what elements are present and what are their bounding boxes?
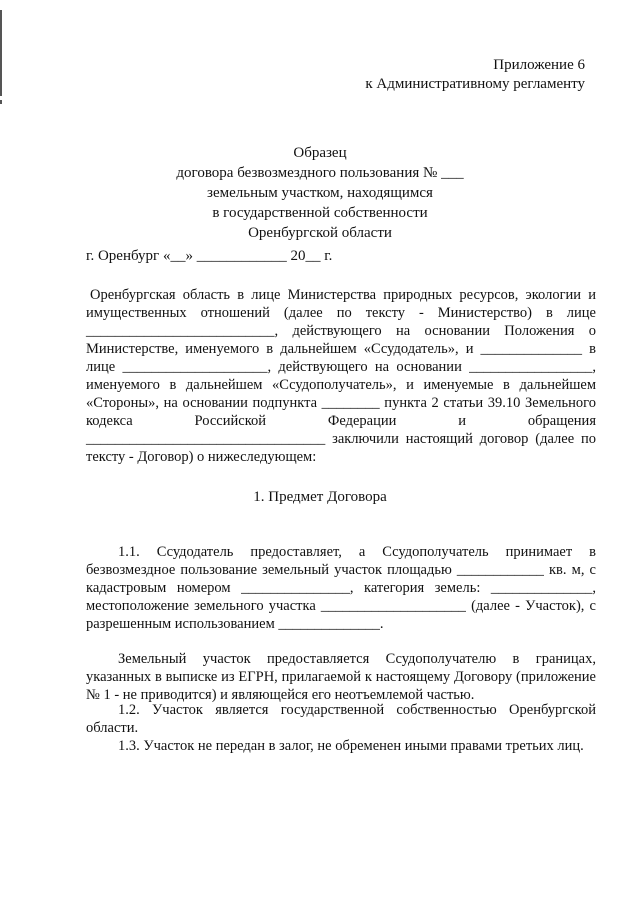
scan-edge-mark bbox=[0, 10, 2, 96]
appendix-header bbox=[365, 56, 585, 94]
title-line-2: договора безвозмездного пользования № ___ bbox=[176, 165, 464, 181]
document-title bbox=[0, 143, 640, 243]
title-line-3: земельным участком, находящимся bbox=[207, 185, 433, 201]
clause-1-1: 1.1. Ссудодатель предоставляет, а Ссудополучатель принимает в безвозмездное пользование земельный участок площадью ____________ кв. м, с кадастровым номером _______________, категория земель: ______________, местоположение земельного участка ____________________ (далее - Участок), с разрешенным использованием ______________. bbox=[86, 544, 596, 632]
title-line-4: в государственной собственности bbox=[212, 205, 428, 221]
place-date-line: г. Оренбург «__» ____________ 20__ г. bbox=[86, 248, 333, 264]
section-1-heading: 1. Предмет Договора bbox=[253, 489, 387, 505]
appendix-line-2: к Административному регламенту bbox=[365, 76, 585, 92]
clause-1-3: 1.3. Участок не передан в залог, не обременен иными правами третьих лиц. bbox=[118, 738, 584, 754]
preamble-paragraph: Оренбургская область в лице Министерства природных ресурсов, экологии и имущественных отношений (далее по тексту - Министерство) в лице __________________________, действующего на основании Положения о Министерстве, именуемого в дальнейшем «Ссудодатель», и ______________ в лице ____________________, действующего на основании _________________, именуемого в дальнейшем «Ссудополучатель», и именуемые в дальнейшем «Стороны», на основании подпункта ________ пункта 2 статьи 39.10 Земельного кодекса Российской Федерации и обращения _________________________________ заключили настоящий договор (далее по тексту - Договор) о нижеследующем: bbox=[86, 287, 596, 465]
title-line-5: Оренбургской области bbox=[248, 225, 392, 241]
title-line-1: Образец bbox=[293, 145, 347, 161]
clause-1-1-boundaries: Земельный участок предоставляется Ссудополучателю в границах, указанных в выписке из ЕГРН, прилагаемой к настоящему Договору (приложение № 1 - не приводится) и являющейся его неотъемлемой частью. bbox=[86, 651, 596, 703]
clause-1-2: 1.2. Участок является государственной собственностью Оренбургской области. bbox=[86, 702, 596, 736]
appendix-line-1: Приложение 6 bbox=[493, 57, 585, 73]
scan-edge-mark bbox=[0, 100, 2, 104]
